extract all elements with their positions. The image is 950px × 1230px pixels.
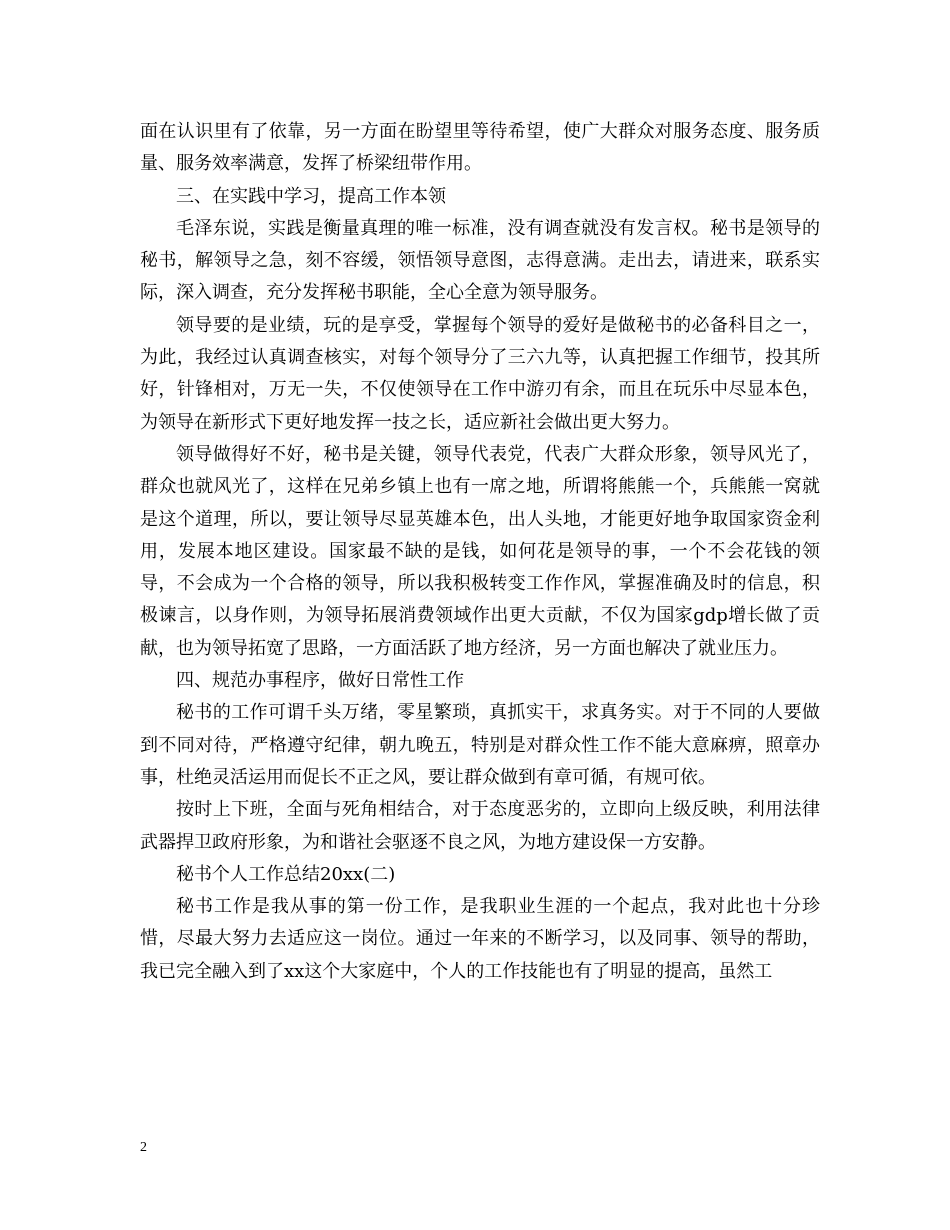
paragraph-6: 按时上下班，全面与死角相结合，对于态度恶劣的，立即向上级反映，利用法律武器捍卫政府形象，为和谐社会驱逐不良之风，为地方建设保一方安静。 (140, 799, 820, 853)
paragraph-4: 领导做得好不好，秘书是关键，领导代表党，代表广大群众形象，领导风光了，群众也就风光了，这样在兄弟乡镇上也有一席之地，所谓将熊熊一个，兵熊熊一窝就是这个道理，所以，要让领导尽显英雄本色，出人头地，才能更好地争取国家资金利用，发展本地区建设。国家最不缺的是钱，如何花是领导的事，一个不会花钱的领导，不会成为一个合格的领导，所以我积极转变工作作风，掌握准确及时的信息，积极谏言，以身作则，为领导拓展消费领域作出更大贡献，不仅为国家gdp增长做了贡献，也为领导拓宽了思路，一方面活跃了地方经济，另一方面也解决了就业压力。 (140, 443, 820, 659)
section-heading-4: 四、规范办事程序，做好日常性工作 (176, 670, 464, 692)
paragraph-7: 秘书工作是我从事的第一份工作，是我职业生涯的一个起点，我对此也十分珍惜，尽最大努力去适应这一岗位。通过一年来的不断学习，以及同事、领导的帮助，我已完全融入到了xx这个大家庭中，个人的工作技能也有了明显的提高，虽然工 (140, 896, 820, 982)
paragraph-2: 毛泽东说，实践是衡量真理的唯一标准，没有调查就没有发言权。秘书是领导的秘书，解领导之急，刻不容缓，领悟领导意图，志得意满。走出去，请进来，联系实际，深入调查，充分发挥秘书职能，全心全意为领导服务。 (140, 217, 820, 304)
page-number: 2 (140, 1140, 147, 1155)
document-body (140, 116, 820, 988)
subtitle-heading: 秘书个人工作总结20xx(二) (176, 863, 396, 885)
section-heading-3: 三、在实践中学习，提高工作本领 (176, 185, 446, 207)
paragraph-1: 面在认识里有了依靠，另一方面在盼望里等待希望，使广大群众对服务态度、服务质量、服务效率满意，发挥了桥梁纽带作用。 (140, 121, 820, 175)
paragraph-5: 秘书的工作可谓千头万绪，零星繁琐，真抓实干，求真务实。对于不同的人要做到不同对待，严格遵守纪律，朝九晚五，特别是对群众性工作不能大意麻痹，照章办事，杜绝灵活运用而促长不正之风，要让群众做到有章可循，有规可依。 (140, 702, 820, 788)
paragraph-3: 领导要的是业绩，玩的是享受，掌握每个领导的爱好是做秘书的必备科目之一，为此，我经过认真调查核实，对每个领导分了三六九等，认真把握工作细节，投其所好，针锋相对，万无一失，不仅使领导在工作中游刃有余，而且在玩乐中尽显本色，为领导在新形式下更好地发挥一技之长，适应新社会做出更大努力。 (140, 314, 820, 433)
